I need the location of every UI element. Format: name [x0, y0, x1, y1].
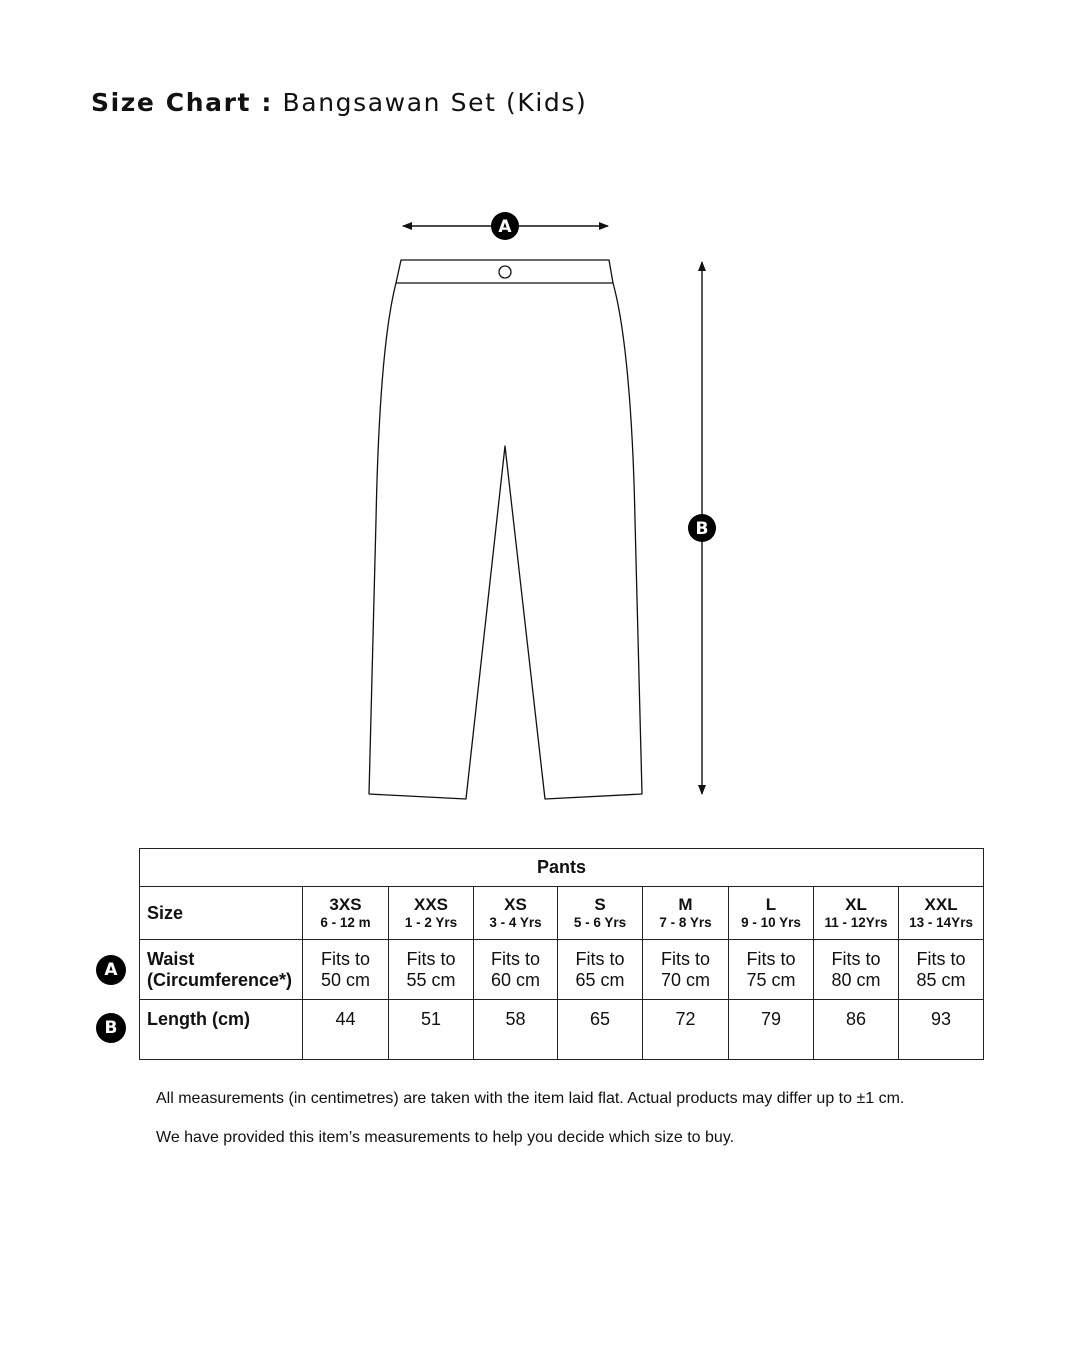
waist-cell: [899, 940, 984, 1000]
size-age: 7 - 8 Yrs: [659, 914, 712, 930]
size-code: 3XS: [329, 894, 362, 914]
button-icon: [499, 266, 511, 278]
marker-b-text: B: [695, 519, 709, 539]
size-header: [303, 887, 389, 940]
length-cell: 44: [303, 1000, 389, 1060]
waist-label: [140, 940, 303, 1000]
length-cell: 58: [474, 1000, 558, 1060]
length-cell: 51: [389, 1000, 474, 1060]
marker-b-badge: [688, 514, 716, 542]
length-marker-badge: B: [96, 1013, 126, 1043]
length-cell: 65: [558, 1000, 643, 1060]
waist-prefix: Fits to: [490, 948, 540, 969]
size-code: M: [678, 894, 693, 914]
waist-value: 80 cm: [831, 969, 881, 990]
size-age: 5 - 6 Yrs: [573, 914, 627, 930]
waist-value: 70 cm: [660, 969, 711, 990]
size-age: 13 - 14Yrs: [909, 914, 973, 930]
size-code: XXS: [413, 894, 449, 914]
length-cell: 86: [814, 1000, 899, 1060]
size-age: 6 - 12 m: [320, 914, 371, 930]
waist-value: 60 cm: [490, 969, 541, 990]
size-code: XXL: [924, 894, 958, 914]
length-cell: 79: [729, 1000, 814, 1060]
waist-prefix: Fits to: [916, 948, 966, 969]
size-header: [899, 887, 984, 940]
waist-value: 50 cm: [320, 969, 371, 990]
size-age: 11 - 12Yrs: [824, 914, 888, 930]
waist-value: 55 cm: [406, 969, 456, 990]
title-product: Bangsawan Set (Kids): [282, 88, 588, 117]
waist-cell: [814, 940, 899, 1000]
size-header: [643, 887, 729, 940]
waist-value: 75 cm: [746, 969, 796, 990]
marker-a-badge: [491, 212, 519, 240]
waist-row: [140, 940, 984, 1000]
waist-marker-badge: A: [96, 955, 126, 985]
pants-waistband: [396, 260, 613, 283]
length-row: [140, 1000, 984, 1060]
help-note: We have provided this item’s measurements to help you decide which size to buy.: [156, 1129, 735, 1146]
waist-prefix: Fits to: [831, 948, 881, 969]
size-label: Size: [140, 887, 303, 940]
marker-a-text: A: [498, 217, 512, 237]
size-header: [558, 887, 643, 940]
waist-label-line2: (Circumference*): [147, 969, 293, 990]
size-code: L: [765, 894, 777, 914]
size-table: [139, 848, 984, 1060]
length-cell: 93: [899, 1000, 984, 1060]
length-cell: 72: [643, 1000, 729, 1060]
pants-legs: [369, 283, 642, 799]
waist-label-line1: Waist: [147, 948, 195, 969]
size-header: [729, 887, 814, 940]
size-code: S: [594, 894, 606, 914]
waist-cell: [643, 940, 729, 1000]
waist-cell: [558, 940, 643, 1000]
waist-value: 65 cm: [575, 969, 625, 990]
waist-prefix: Fits to: [320, 948, 370, 969]
size-age: 1 - 2 Yrs: [404, 914, 458, 930]
size-header: [389, 887, 474, 940]
size-code: XS: [504, 894, 527, 914]
table-caption: Pants: [140, 849, 984, 887]
size-header: [814, 887, 899, 940]
waist-cell: [389, 940, 474, 1000]
size-age: 9 - 10 Yrs: [741, 914, 801, 930]
waist-prefix: Fits to: [660, 948, 710, 969]
waist-prefix: Fits to: [746, 948, 796, 969]
size-row: [140, 887, 984, 940]
waist-cell: [729, 940, 814, 1000]
measurement-note: All measurements (in centimetres) are taken with the item laid flat. Actual products may differ up to ±1 cm.: [156, 1090, 905, 1107]
waist-cell: [303, 940, 389, 1000]
waist-prefix: Fits to: [575, 948, 625, 969]
size-code: XL: [845, 894, 867, 914]
length-label: Length (cm): [140, 1000, 303, 1060]
size-header: [474, 887, 558, 940]
pants-outline: [369, 260, 642, 799]
waist-cell: [474, 940, 558, 1000]
waist-value: 85 cm: [916, 969, 966, 990]
size-age: 3 - 4 Yrs: [489, 914, 542, 930]
title-prefix: Size Chart :: [91, 88, 273, 117]
waist-prefix: Fits to: [406, 948, 456, 969]
